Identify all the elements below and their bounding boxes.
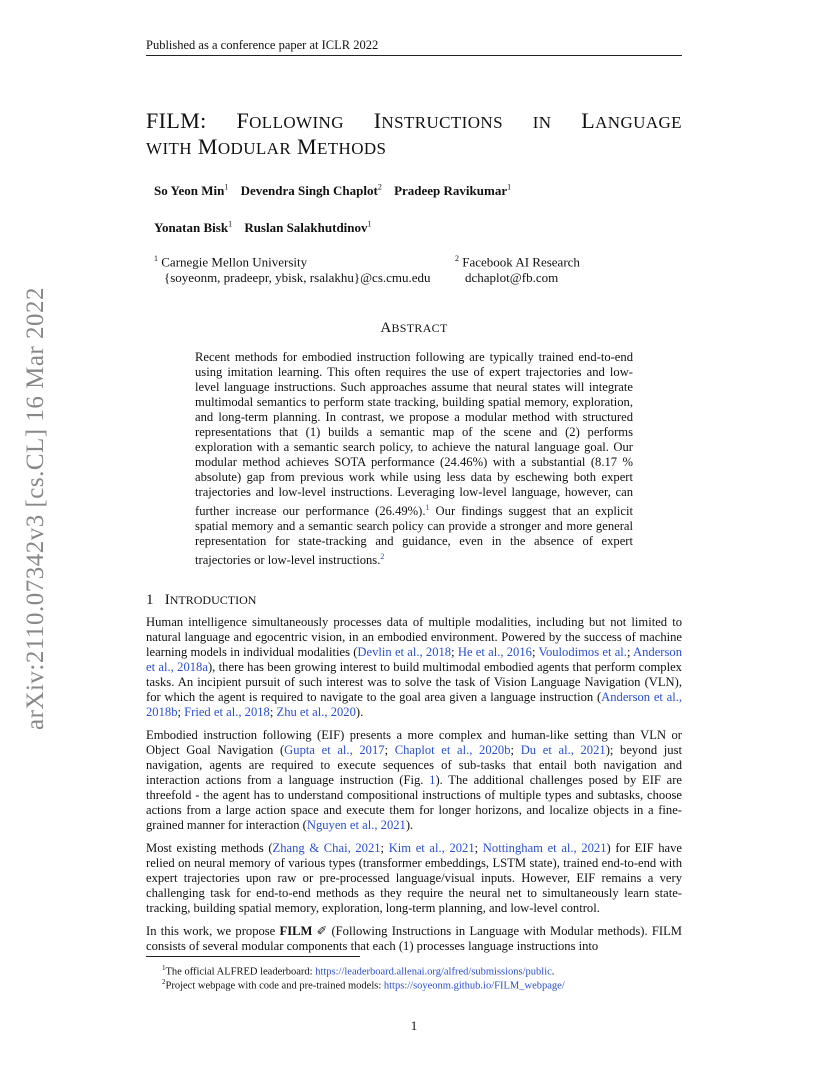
citation-link[interactable]: Voulodimos et al. — [538, 645, 627, 659]
author-name: Ruslan Salakhutdinov$^1$ — [244, 220, 372, 236]
abstract-heading: ABSTRACT — [380, 320, 448, 336]
title-word: INSTRUCTIONS — [373, 108, 503, 133]
author-name: Yonatan Bisk$^1$ — [154, 220, 233, 236]
affiliation-1: $^1$ Carnegie Mellon University {soyeonm, pradeepr, ybisk, rsalakhu}@cs.cmu.edu — [154, 254, 431, 286]
title-word: LANGUAGE — [581, 108, 682, 133]
url-link[interactable]: https://soyeonm.github.io/FILM_webpage/ — [383, 980, 565, 992]
author-name: Pradeep Ravikumar$^1$ — [394, 183, 512, 199]
citation-link[interactable]: Anderson et al., 2018b — [146, 690, 682, 719]
citation-link[interactable]: Gupta et al., 2017 — [284, 743, 385, 757]
footnote-link[interactable]: 1 — [425, 503, 430, 512]
paragraph: Most existing methods (Zhang & Chai, 2021; Kim et al., 2021; Nottingham et al., 2021) for EIF have relied on neural memory of various types (transformer embeddings, LSTM state), trained end-to-end with expert trajectories upon raw or pre-processed language/visual inputs. However, EIF remains a very challenging task for end-to-end methods as they require the neural net to simultaneously learn state-tracking, building spatial memory, exploration, long-term planning, and low-level control. — [146, 841, 682, 915]
citation-link[interactable]: Chaplot et al., 2020b — [394, 743, 511, 757]
paper-title-line-2: WITH MODULAR METHODS — [146, 134, 387, 159]
method-name: FILM — [279, 924, 313, 938]
author-name: So Yeon Min$^1$ — [154, 183, 229, 199]
abstract-body: Recent methods for embodied instruction following are typically trained end-to-end using imitation learning. This often requires the use of expert trajectories and low-level language instructions. Such approaches assume that neural states will integrate multimodal semantics to perform state tracking, building spatial memory, exploration, and long-term planning. In contrast, we propose a modular method with structured representations that (1) builds a semantic map of the scene and (2) performs exploration with a semantic search policy, to achieve the natural language goal. Our modular method achieves SOTA performance (24.46%) with a substantial (8.17 % absolute) gap from previous work while using less data by eschewing both expert trajectories and low-level instructions. Leveraging low-level language, however, can further increase our performance (26.49%).$^1$ Our findings suggest that an explicit spatial memory and a semantic search policy can provide a stronger and more general representation for state-tracking and guidance, even in the absence of expert trajectories or low-level instructions.$^2$ — [195, 350, 633, 568]
arxiv-sidebar-stamp: arXiv:2110.07342v3 [cs.CL] 16 Mar 2022 — [22, 286, 49, 730]
title-word: IN — [532, 113, 552, 132]
author-name: Devendra Singh Chaplot$^2$ — [240, 183, 382, 199]
affiliation-2: $^2$ Facebook AI Research dchaplot@fb.com — [455, 254, 580, 286]
paragraph: In this work, we propose FILM ✐ (Following Instructions in Language with Modular methods). FILM consists of several modular components that each (1) processes language instructions into — [146, 924, 682, 953]
page-number: 1 — [410, 1018, 418, 1033]
footnote-1: $^1$The official ALFRED leaderboard: https://leaderboard.allenai.org/alfred/submissions/public. — [162, 964, 555, 978]
paper-title-line-1 — [146, 108, 682, 134]
footnote-rule — [146, 956, 360, 957]
citation-link[interactable]: Zhang & Chai, 2021 — [272, 841, 381, 855]
citation-link[interactable]: Devlin et al., 2018 — [357, 645, 452, 659]
section-heading: 1 INTRODUCTION — [146, 592, 257, 608]
running-header: Published as a conference paper at ICLR 2022 — [146, 38, 379, 52]
paragraph: Human intelligence simultaneously processes data of multiple modalities, including but not limited to natural language and egocentric vision, in an embodied environment. Powered by the success of machine learning models in individual modalities (Devlin et al., 2018; He et al., 2016; Voulodimos et al.; Anderson et al., 2018a), there has been growing interest to build multimodal embodied agents that perform complex tasks. An incipient pursuit of such interest was to solve the task of Vision Language Navigation (VLN), for which the agent is required to navigate to the goal area given a language instruction (Anderson et al., 2018b; Fried et al., 2018; Zhu et al., 2020). — [146, 615, 682, 719]
citation-link[interactable]: Du et al., 2021 — [520, 743, 606, 757]
citation-link[interactable]: Fried et al., 2018 — [184, 705, 270, 719]
title-word: FOLLOWING — [236, 108, 344, 133]
introduction-body — [146, 615, 682, 962]
paragraph: Embodied instruction following (EIF) presents a more complex and human-like setting than VLN or Object Goal Navigation (Gupta et al., 2017; Chaplot et al., 2020b; Du et al., 2021); beyond just navigation, agents are required to execute sequences of sub-tasks that entail both navigation and interaction actions from a language instruction (Fig. 1). The additional challenges posed by EIF are threefold - the agent has to understand compositional instructions of multiple types and subtasks, choose actions from a large action space and execute them for longer horizons, and localize objects in a fine-grained manner for interaction (Nguyen et al., 2021). — [146, 728, 682, 832]
title-word: FILM: — [146, 108, 207, 133]
author-row-1 — [154, 183, 520, 199]
url-link[interactable]: https://leaderboard.allenai.org/alfred/submissions/public — [315, 966, 552, 978]
figure-link[interactable]: 1 — [429, 773, 436, 787]
affiliation-email: {soyeonm, pradeepr, ybisk, rsalakhu}@cs.cmu.edu — [164, 270, 431, 286]
affiliation-email: dchaplot@fb.com — [465, 270, 559, 286]
footnote-2: $^2$Project webpage with code and pre-trained models: https://soyeonm.github.io/FILM_webpage/ — [162, 978, 565, 992]
header-rule — [146, 55, 682, 56]
citation-link[interactable]: Kim et al., 2021 — [388, 841, 475, 855]
author-row-2 — [154, 220, 381, 236]
citation-link[interactable]: He et al., 2016 — [457, 645, 532, 659]
citation-link[interactable]: Nguyen et al., 2021 — [306, 818, 406, 832]
citation-link[interactable]: Zhu et al., 2020 — [276, 705, 356, 719]
footnote-link[interactable]: 2 — [380, 552, 385, 562]
citation-link[interactable]: Anderson et al., 2018a — [146, 645, 682, 674]
citation-link[interactable]: Nottingham et al., 2021 — [482, 841, 607, 855]
